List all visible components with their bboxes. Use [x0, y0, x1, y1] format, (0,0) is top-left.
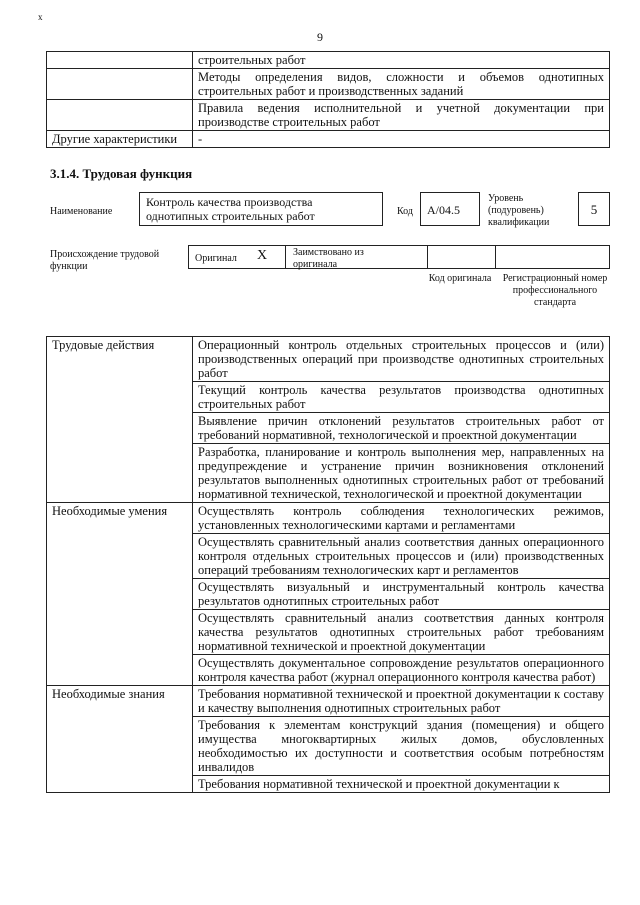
table-row [47, 69, 610, 100]
row-text: строительных работ [193, 52, 610, 69]
row-label [47, 100, 193, 131]
original-mark: X [257, 248, 268, 263]
corner-mark: x [38, 12, 44, 22]
table-row [47, 503, 610, 534]
section-label: Необходимые умения [47, 503, 193, 686]
reg-caption: Регистрационный номер профессионального стандарта [502, 273, 608, 308]
table-row [47, 100, 610, 131]
row-text: Правила ведения исполнительной и учетной документации при производстве строительных работ [193, 100, 610, 131]
table-row [47, 337, 610, 382]
list-item: Требования нормативной технической и проектной документации к составу и качеству выполнения однотипных строительных работ [193, 686, 610, 717]
list-item: Осуществлять сравнительный анализ соответствия данных операционного контроля отдельных строительных процессов и (или) производственных операций требованиям технологических карт и регламентов [193, 534, 610, 579]
top-table [46, 51, 610, 148]
row-text: - [193, 131, 610, 148]
list-item: Требования нормативной технической и проектной документации к [193, 776, 610, 793]
origin-box [188, 245, 610, 269]
row-label [47, 52, 193, 69]
main-table [46, 336, 610, 793]
table-row [47, 52, 610, 69]
list-item: Требования к элементам конструкций здания (помещения) и общего имущества многоквартирных жилых домов, обусловленных необходимостью их доступности и соответствия особым потребностям инвалидов [193, 717, 610, 776]
original-label: Оригинал [195, 253, 237, 264]
list-item: Осуществлять визуальный и инструментальный контроль качества результатов однотипных строительных работ [193, 579, 610, 610]
level-label: Уровень (подуровень) квалификации [488, 193, 550, 228]
list-item: Операционный контроль отдельных строительных процессов и (или) производственных операций при производстве однотипных строительных работ [193, 337, 610, 382]
level-value: 5 [578, 192, 610, 226]
section-heading: 3.1.4. Трудовая функция [50, 166, 193, 181]
list-item: Выявление причин отклонений результатов строительных работ от требований нормативной, технологической и проектной документации [193, 413, 610, 444]
table-row [47, 131, 610, 148]
row-label [47, 69, 193, 100]
list-item: Осуществлять контроль соблюдения технологических режимов, установленных технологическими картами и регламентами [193, 503, 610, 534]
name-label: Наименование [50, 206, 113, 217]
list-item: Осуществлять сравнительный анализ соответствия данных контроля качества результатов однотипных строительных работ требованиям нормативной технической и проектной документации [193, 610, 610, 655]
code-caption: Код оригинала [428, 273, 492, 284]
page-number: 9 [317, 30, 323, 44]
table-row [47, 686, 610, 717]
list-item: Разработка, планирование и контроль выполнения мер, направленных на предупреждение и устранение причин возникновения отклонений результатов выполненных однотипных строительных работ от требований нормативной технической, технологической и проектной документации [193, 444, 610, 503]
section-label: Необходимые знания [47, 686, 193, 793]
function-name: Контроль качества производства однотипных строительных работ [139, 192, 383, 226]
function-code: A/04.5 [420, 192, 480, 226]
list-item: Текущий контроль качества результатов производства однотипных строительных работ [193, 382, 610, 413]
section-label: Трудовые действия [47, 337, 193, 503]
origin-label: Происхождение трудовой функции [50, 249, 160, 272]
row-text: Методы определения видов, сложности и объемов однотипных строительных работ и производственных заданий [193, 69, 610, 100]
code-label: Код [397, 206, 413, 217]
borrowed-label: Заимствовано из оригинала [293, 247, 364, 270]
list-item: Осуществлять документальное сопровождение результатов операционного контроля качества работ (журнал операционного контроля качества работ) [193, 655, 610, 686]
row-label-other: Другие характеристики [47, 131, 193, 148]
